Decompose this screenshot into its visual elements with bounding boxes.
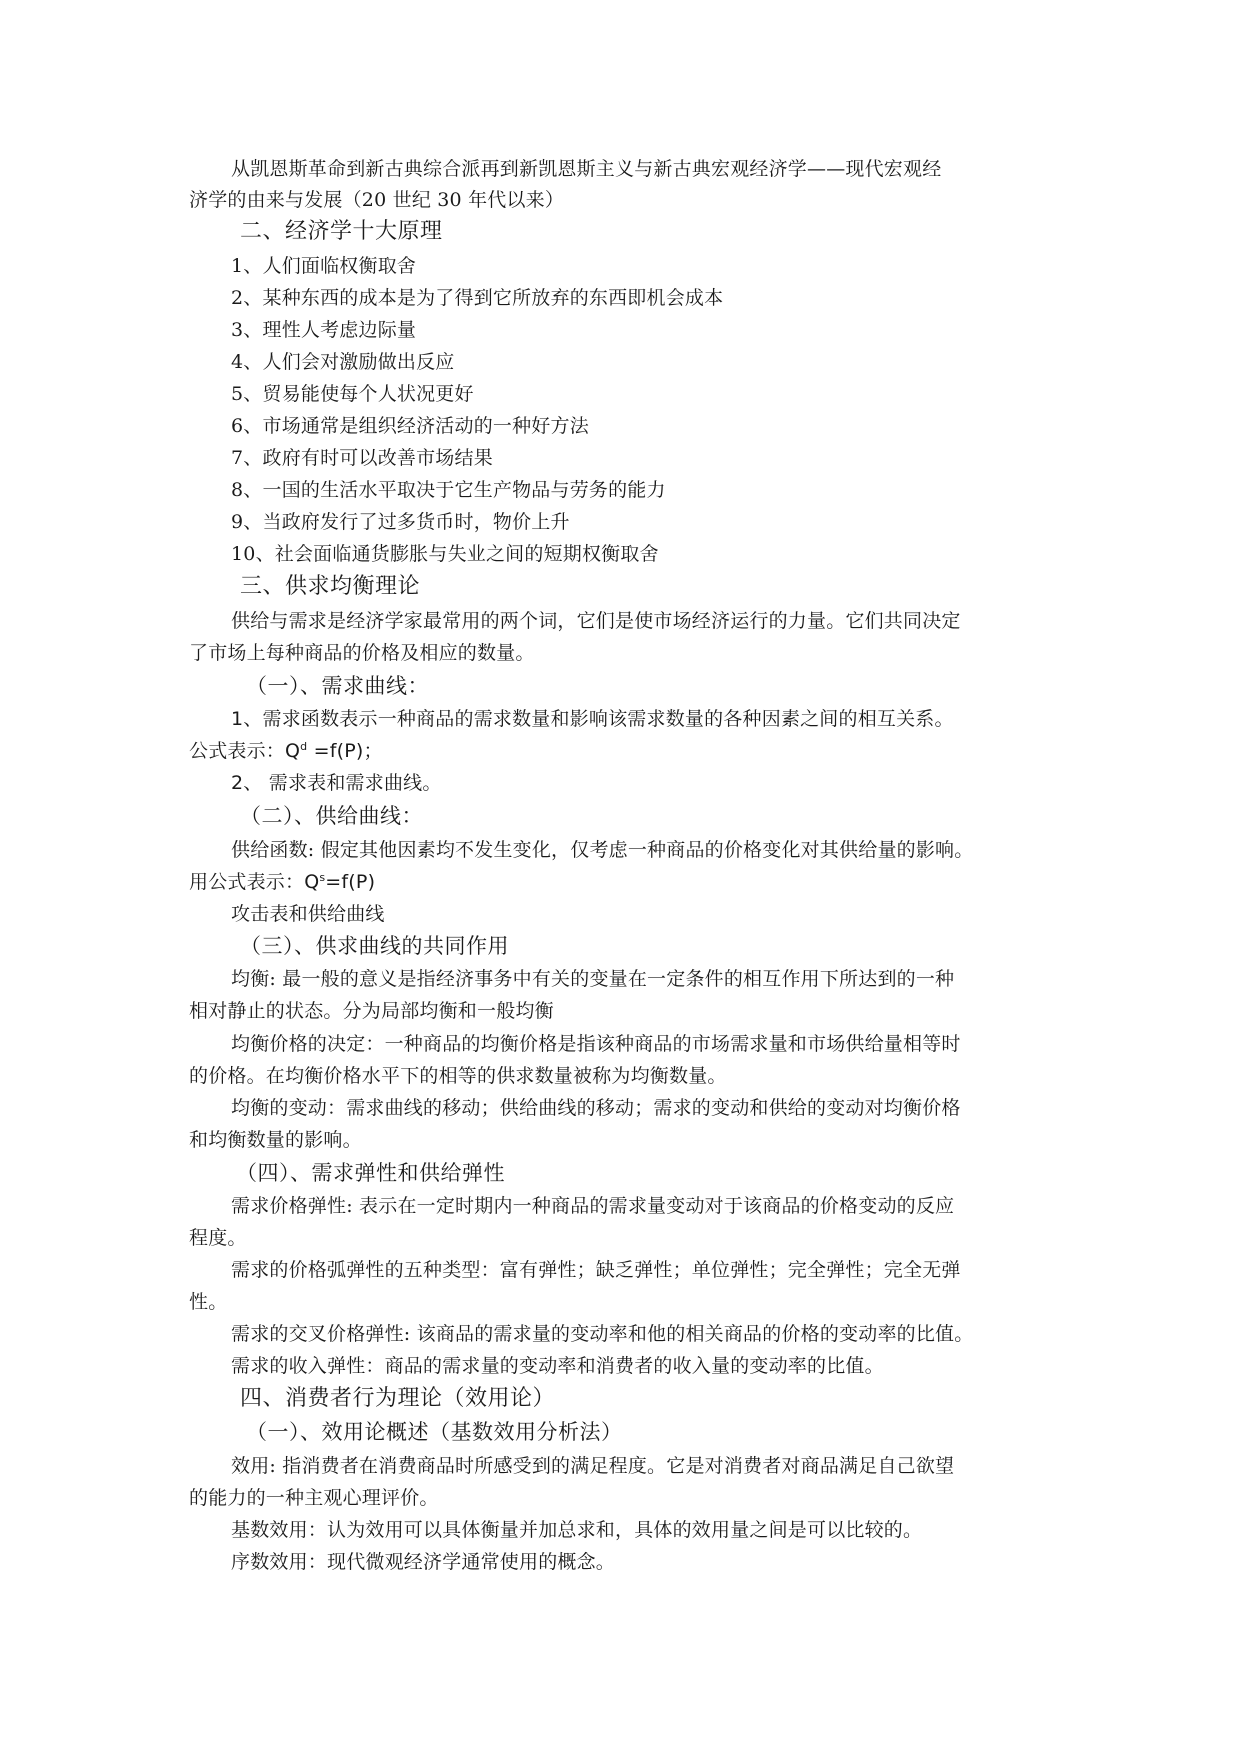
supply-function-formula xyxy=(189,870,375,894)
equilibrium-price-line-2: 的价格。在均衡价格水平下的相等的供求数量被称为均衡数量。 xyxy=(189,1065,727,1087)
supply-demand-intro-line-2: 了市场上每种商品的价格及相应的数量。 xyxy=(189,642,535,664)
demand-schedule-line xyxy=(231,771,442,795)
supply-formula-superscript: s xyxy=(319,871,326,884)
principle-item-1: 1、人们面临权衡取舍 xyxy=(231,255,417,277)
subheading-supply-curve: （二）、供给曲线： xyxy=(240,804,423,828)
demand-formula-superscript: d xyxy=(300,740,308,753)
subheading-elasticity: （四）、需求弹性和供给弹性 xyxy=(236,1161,505,1185)
ordinal-utility-line: 序数效用：现代微观经济学通常使用的概念。 xyxy=(231,1551,616,1573)
demand-formula-q: Q xyxy=(285,740,301,762)
arc-elasticity-line-1: 需求的价格弧弹性的五种类型：富有弹性；缺乏弹性；单位弹性；完全弹性；完全无弹 xyxy=(231,1259,961,1281)
supply-formula-label: 用公式表示： xyxy=(189,871,305,893)
price-elasticity-line-2: 程度。 xyxy=(189,1227,247,1249)
cardinal-utility-line: 基数效用：认为效用可以具体衡量并加总求和，具体的效用量之间是可以比较的。 xyxy=(231,1519,923,1541)
subheading-demand-curve: （一）、需求曲线： xyxy=(246,674,429,698)
equilibrium-price-line-1: 均衡价格的决定：一种商品的均衡价格是指该种商品的市场需求量和市场供给量相等时 xyxy=(231,1033,961,1055)
principle-item-6: 6、市场通常是组织经济活动的一种好方法 xyxy=(231,415,589,437)
demand-function-text: 需求函数表示一种商品的需求数量和影响该需求数量的各种因素之间的相互关系。 xyxy=(262,708,954,730)
principle-item-9: 9、当政府发行了过多货币时，物价上升 xyxy=(231,511,570,533)
section-heading-consumer-behavior: 四、消费者行为理论（效用论） xyxy=(240,1386,556,1411)
demand-schedule-text: 需求表和需求曲线。 xyxy=(262,772,442,794)
section-heading-principles: 二、经济学十大原理 xyxy=(240,219,443,244)
demand-formula-expression: =f(P)； xyxy=(307,740,383,762)
equilibrium-change-line-2: 和均衡数量的影响。 xyxy=(189,1129,362,1151)
section-heading-supply-demand: 三、供求均衡理论 xyxy=(240,574,421,599)
subheading-joint-action: （三）、供求曲线的共同作用 xyxy=(240,934,509,958)
principle-item-2: 2、某种东西的成本是为了得到它所放弃的东西即机会成本 xyxy=(231,287,724,309)
supply-function-line-1: 供给函数: 假定其他因素均不发生变化，仅考虑一种商品的价格变化对其供给量的影响。 xyxy=(231,839,974,861)
principle-item-3: 3、理性人考虑边际量 xyxy=(231,319,417,341)
utility-def-line-2: 的能力的一种主观心理评价。 xyxy=(189,1487,439,1509)
principle-item-5: 5、贸易能使每个人状况更好 xyxy=(231,383,474,405)
demand-formula-label: 公式表示： xyxy=(189,740,286,762)
income-elasticity-line: 需求的收入弹性：商品的需求量的变动率和消费者的收入量的变动率的比值。 xyxy=(231,1355,884,1377)
intro-line-2: 济学的由来与发展（20 世纪 30 年代以来） xyxy=(189,189,565,211)
demand-function-number: 1、 xyxy=(231,708,263,730)
principle-item-7: 7、政府有时可以改善市场结果 xyxy=(231,447,493,469)
intro-line-1: 从凯恩斯革命到新古典综合派再到新凯恩斯主义与新古典宏观经济学——现代宏观经 xyxy=(231,158,942,180)
subheading-utility-overview: （一）、效用论概述（基数效用分析法） xyxy=(246,1420,623,1444)
demand-function-formula xyxy=(189,739,383,763)
arc-elasticity-line-2: 性。 xyxy=(189,1291,228,1313)
supply-schedule-line: 攻击表和供给曲线 xyxy=(231,903,385,925)
demand-schedule-number: 2、 xyxy=(231,772,263,794)
supply-formula-q: Q xyxy=(304,871,320,893)
equilibrium-change-line-1: 均衡的变动：需求曲线的移动；供给曲线的移动；需求的变动和供给的变动对均衡价格 xyxy=(231,1097,961,1119)
equilibrium-def-line-2: 相对静止的状态。分为局部均衡和一般均衡 xyxy=(189,1000,554,1022)
demand-function-line-1 xyxy=(231,707,954,731)
supply-demand-intro-line-1: 供给与需求是经济学家最常用的两个词，它们是使市场经济运行的力量。它们共同决定 xyxy=(231,610,961,632)
principle-item-4: 4、人们会对激励做出反应 xyxy=(231,351,455,373)
price-elasticity-line-1: 需求价格弹性: 表示在一定时期内一种商品的需求量变动对于该商品的价格变动的反应 xyxy=(231,1195,955,1217)
cross-elasticity-line: 需求的交叉价格弹性: 该商品的需求量的变动率和他的相关商品的价格的变动率的比值。 xyxy=(231,1323,974,1345)
utility-def-line-1: 效用: 指消费者在消费商品时所感受到的满足程度。它是对消费者对商品满足自己欲望 xyxy=(231,1455,955,1477)
supply-formula-expression: =f(P) xyxy=(325,871,376,893)
principle-item-8: 8、一国的生活水平取决于它生产物品与劳务的能力 xyxy=(231,479,666,501)
equilibrium-def-line-1: 均衡: 最一般的意义是指经济事务中有关的变量在一定条件的相互作用下所达到的一种 xyxy=(231,968,955,990)
principle-item-10: 10、社会面临通货膨胀与失业之间的短期权衡取舍 xyxy=(231,543,659,565)
